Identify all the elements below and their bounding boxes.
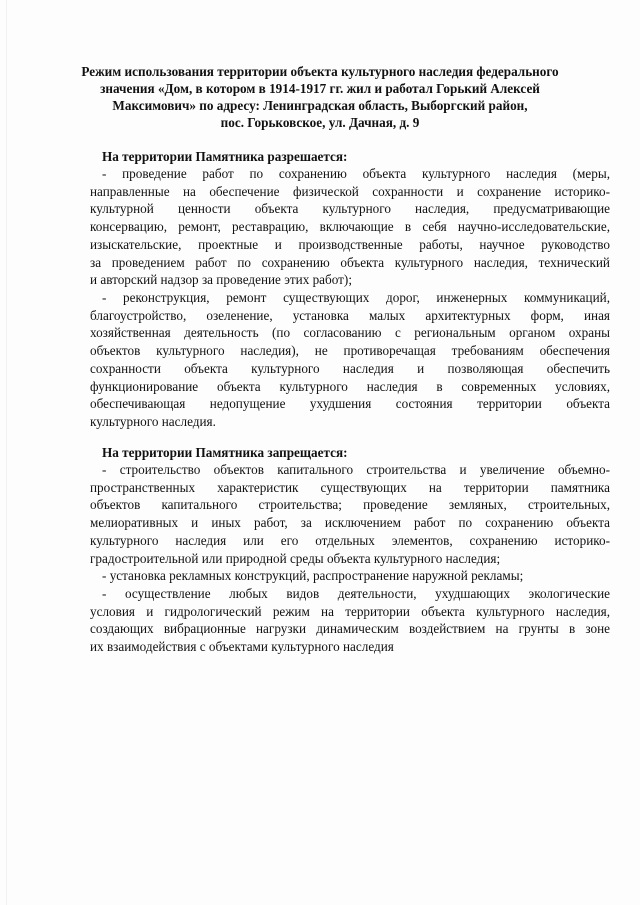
title-line: пос. Горьковское, ул. Дачная, д. 9 xyxy=(220,115,420,130)
document-title xyxy=(60,63,580,131)
permitted-heading: На территории Памятника разрешается: xyxy=(102,149,348,164)
paragraph-line: культурного наследия. xyxy=(90,413,216,429)
paragraph-line: и авторский надзор за проведение этих работ); xyxy=(90,272,352,288)
paragraph-line: обеспечивающая недопущение ухудшения состояния территории объекта xyxy=(90,396,610,412)
title-line: Максимович» по адресу: Ленинградская область, Выборгский район, xyxy=(112,98,528,113)
paragraph-line: - проведение работ по сохранению объекта культурного наследия (меры, xyxy=(102,166,610,181)
title-line: значения «Дом, в котором в 1914-1917 гг. жил и работал Горький Алексей xyxy=(100,81,540,96)
paragraph-line: изыскательские, проектные и производственные работы, научное руководство xyxy=(90,236,610,252)
title-line: Режим использования территории объекта культурного наследия федерального xyxy=(81,64,559,79)
prohibited-heading: На территории Памятника запрещается: xyxy=(102,445,348,460)
paragraph-line: направленные на обеспечение физической сохранности и сохранение историко- xyxy=(90,183,610,199)
paragraph-line: - установка рекламных конструкций, распространение наружной рекламы; xyxy=(102,568,524,583)
prohibited-item-construction xyxy=(90,461,610,567)
paragraph-line: объектов культурного наследия), не противоречащая требованиям обеспечения xyxy=(90,343,610,359)
paragraph-line: функционирование объекта культурного наследия в современных условиях, xyxy=(90,378,610,394)
paragraph-line: за проведением работ по сохранению объекта культурного наследия, технический xyxy=(90,254,610,270)
prohibited-item-harmful-activity xyxy=(90,585,610,656)
paragraph-line: условия и гидрологический режим на территории объекта культурного наследия, xyxy=(90,603,610,619)
scan-edge-shadow xyxy=(6,0,7,905)
permitted-item-reconstruction xyxy=(90,289,610,431)
paragraph-line: благоустройство, озеленение, установка малых архитектурных форм, иная xyxy=(90,307,610,323)
paragraph-line: создающих вибрационные нагрузки динамическим воздействием на грунты в зоне xyxy=(90,621,610,637)
paragraph-line: их взаимодействия с объектами культурного наследия xyxy=(90,639,394,655)
paragraph-line: хозяйственная деятельность (по согласованию с региональным органом охраны xyxy=(90,325,610,341)
paragraph-line: - реконструкция, ремонт существующих дорог, инженерных коммуникаций, xyxy=(102,290,610,305)
paragraph-line: культурной ценности объекта культурного наследия, предусматривающие xyxy=(90,201,610,217)
paragraph-line: - строительство объектов капитального строительства и увеличение объемно- xyxy=(102,462,610,477)
paragraph-line: - осуществление любых видов деятельности, ухудшающих экологические xyxy=(102,586,610,601)
paragraph-line: пространственных характеристик существующих на территории памятника xyxy=(90,479,610,495)
prohibited-item-advertising xyxy=(90,567,610,585)
permitted-item-conservation xyxy=(90,165,610,289)
paragraph-line: объектов капитального строительства; проведение земляных, строительных, xyxy=(90,497,610,513)
paragraph-line: мелиоративных и иных работ, за исключением работ по сохранению объекта xyxy=(90,515,610,531)
paragraph-line: сохранности объекта культурного наследия и позволяющая обеспечить xyxy=(90,360,610,376)
paragraph-line: консервацию, ремонт, реставрацию, включающие в себя научно-исследовательские, xyxy=(90,219,610,235)
paragraph-line: градостроительной или природной среды объекта культурного наследия; xyxy=(90,550,501,566)
paragraph-line: культурного наследия или его отдельных элементов, сохранению историко- xyxy=(90,532,610,548)
